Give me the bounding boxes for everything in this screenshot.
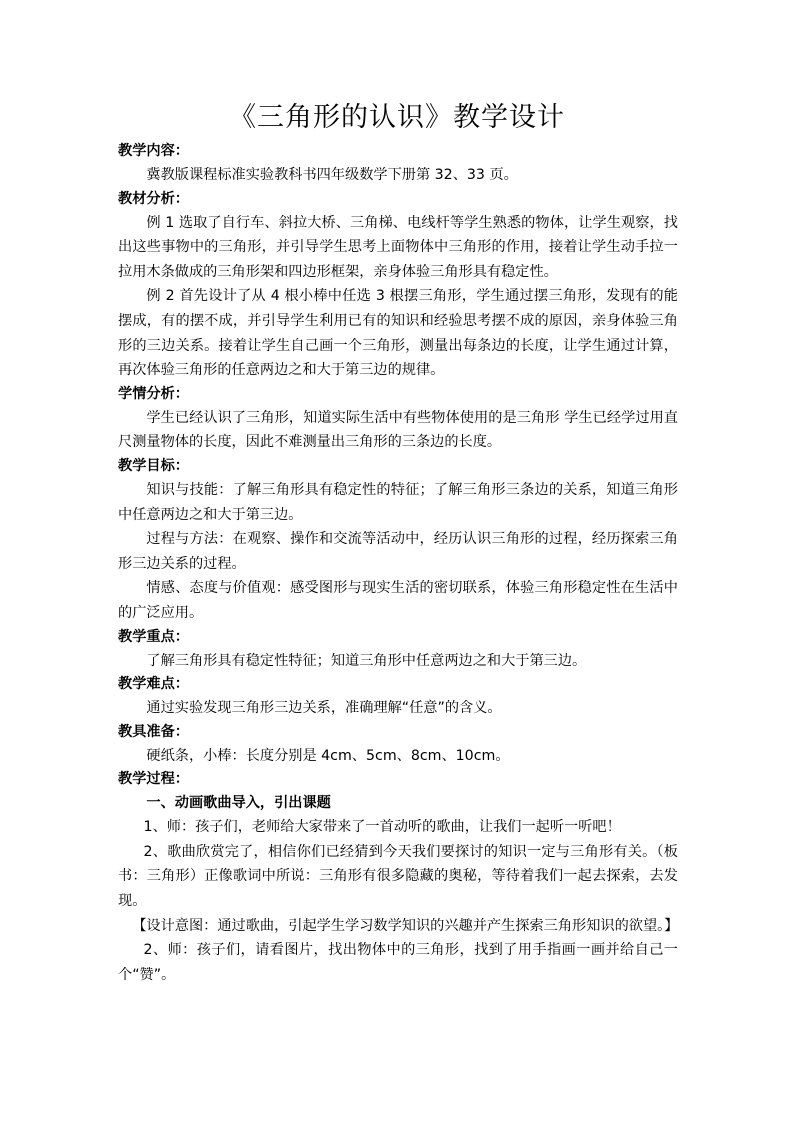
heading-learner: 学情分析：: [118, 385, 189, 402]
heading-tools: 教具准备：: [118, 723, 189, 740]
heading-key-points: 教学重点：: [118, 628, 189, 645]
heading-goals: 教学目标：: [118, 457, 189, 474]
material-paragraph-2: 例 2 首先设计了从 4 根小棒中任选 3 根摆三角形，学生通过摆三角形，发现有的能摆成，有的摆不成，并引导学生利用已有的知识和经验思考摆不成的原因，亲身体验三角形的三边关系。接着让学生自己画一个三角形，测量出每条边的长度，让学生通过计算，再次体验三角形的任意两边之和大于第三边的规律。: [118, 288, 678, 379]
heading-difficulty: 教学难点：: [118, 676, 189, 693]
content-text: 冀教版课程标准实验教科书四年级数学下册第 32、33 页。: [146, 167, 518, 183]
key-points-text: 了解三角形具有稳定性特征；知道三角形中任意两边之和大于第三边。: [146, 652, 587, 669]
material-paragraph-1: 例 1 选取了自行车、斜拉大桥、三角梯、电线杆等学生熟悉的物体，让学生观察，找出这些事物中的三角形，并引导学生思考上面物体中三角形的作用，接着让学生动手拉一拉用木条做成的三角形架和四边形框架，亲身体验三角形具有稳定性。: [118, 214, 678, 280]
heading-process: 教学过程：: [118, 771, 189, 788]
heading-material: 教材分析：: [118, 190, 189, 207]
difficulty-text: 通过实验发现三角形三边关系，准确理解“任意”的含义。: [146, 700, 502, 717]
document-body: [118, 140, 678, 987]
learner-text: 学生已经认识了三角形，知道实际生活中有些物体使用的是三角形 学生已经学过用直尺测量物体的长度，因此不难测量出三角形的三条边的长度。: [118, 409, 678, 451]
heading-content: 教学内容：: [118, 143, 189, 159]
tools-text: 硬纸条，小棒：长度分别是 4cm、5cm、8cm、10cm。: [146, 747, 510, 764]
goals-paragraph-3: 情感、态度与价值观：感受图形与现实生活的密切联系，体验三角形稳定性在生活中的广泛应用。: [118, 580, 678, 621]
goals-paragraph-2: 过程与方法：在观察、操作和交流等活动中，经历认识三角形的过程，经历探索三角形三边关系的过程。: [118, 531, 678, 572]
process-part-1-title: 一、动画歌曲导入，引出课题: [146, 795, 331, 812]
process-step-3: 2、师：孩子们，请看图片，找出物体中的三角形，找到了用手指画一画并给自己一个“赞”。: [118, 942, 678, 983]
process-step-2: 2、歌曲欣赏完了，相信你们已经猜到今天我们要探讨的知识一定与三角形有关。（板书：三角形）正像歌词中所说：三角形有很多隐藏的奥秘，等待着我们一起去探索，去发现。: [118, 843, 678, 910]
design-intent-note: 【设计意图：通过歌曲，引起学生学习数学知识的兴趣并产生探索三角形知识的欲望。】: [132, 917, 679, 934]
goals-paragraph-1: 知识与技能：了解三角形具有稳定性的特征；了解三角形三条边的关系，知道三角形中任意两边之和大于第三边。: [118, 481, 678, 523]
document-title: 《三角形的认识》教学设计: [229, 102, 565, 133]
process-step-1: 1、师：孩子们，老师给大家带来了一首动听的歌曲，让我们一起听一听吧！: [143, 819, 621, 836]
